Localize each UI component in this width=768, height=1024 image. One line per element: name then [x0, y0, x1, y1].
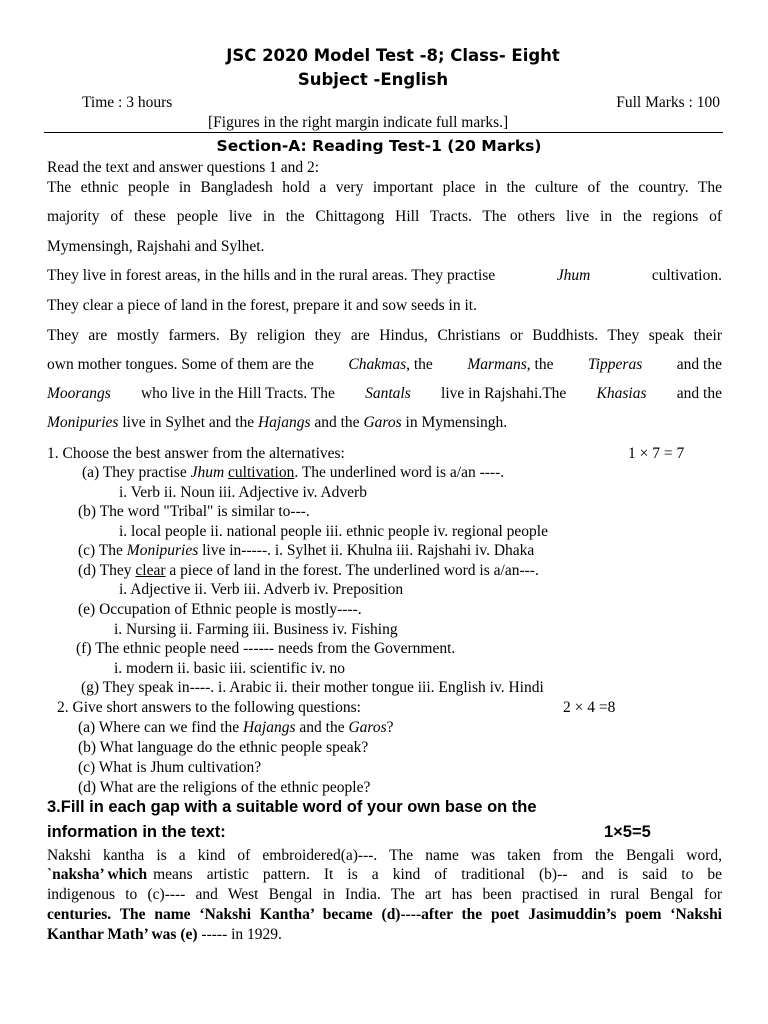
header-divider [44, 132, 723, 133]
passage-p3-line4 [47, 413, 507, 432]
q3-marks: 1×5=5 [604, 823, 651, 841]
q1-stem: 1. Choose the best answer from the alternatives: [47, 445, 345, 462]
passage-p3-line2 [47, 355, 722, 374]
q1d-options: i. Adjective ii. Verb iii. Adverb iv. Preposition [119, 581, 404, 598]
text-run: means artistic pattern. It is a kind of traditional (b)-- and is said to be [153, 866, 722, 883]
text-run-italic: Hajangs [257, 414, 311, 431]
q2d: (d) What are the religions of the ethnic people? [78, 779, 371, 796]
passage-p3-line3 [47, 384, 722, 403]
text-run: own mother tongues. Some of them are the [47, 356, 314, 373]
underlined-word: clear [135, 562, 166, 579]
q3-line5 [47, 925, 282, 944]
q3-line2 [47, 865, 722, 884]
section-a-heading: Section-A: Reading Test-1 (20 Marks) [216, 137, 542, 155]
q1b-stem: (b) The word "Tribal" is similar to---. [78, 503, 310, 520]
passage-p1-line3: Mymensingh, Rajshahi and Sylhet. [47, 238, 265, 255]
text-run: , the [406, 356, 433, 373]
text-run: and the [310, 414, 364, 431]
q1-marks: 1 × 7 = 7 [628, 445, 685, 462]
marks-note: [Figures in the right margin indicate full marks.] [208, 114, 509, 131]
q1f-stem: (f) The ethnic people need ------ needs from the Government. [76, 640, 456, 657]
text-run: live in-----. i. Sylhet ii. Khulna iii. Rajshahi iv. Dhaka [198, 542, 535, 559]
text-run-italic: Tipperas [587, 356, 643, 373]
passage-p2-line2: They clear a piece of land in the forest, prepare it and sow seeds in it. [47, 297, 477, 314]
passage-p1-line1: The ethnic people in Bangladesh hold a very important place in the culture of the country. The [47, 179, 722, 196]
q3-line3: indigenous to (c)---- and West Bengal in India. The art has been practised in rural Bengal for [47, 886, 722, 903]
q1g-stem: (g) They speak in----. i. Arabic ii. their mother tongue iii. English iv. Hindi [81, 679, 544, 696]
text-run: (c) The [78, 542, 127, 559]
text-run: They live in forest areas, in the hills and in the rural areas. They practise [47, 267, 496, 284]
text-run-bold: centuries. The name ‘Nakshi Kantha’ became (d)----after the poet Jasimuddin’s poem ‘Nakshi [47, 906, 722, 923]
q3-heading-line1: 3.Fill in each gap with a suitable word of your own base on the [47, 798, 537, 816]
full-marks-label: Full Marks : 100 [616, 94, 720, 111]
text-run: , the [526, 356, 554, 373]
text-run-bold: Kanthar Math’ was (e) [47, 926, 198, 943]
q2a [78, 718, 394, 737]
q2b: (b) What language do the ethnic people speak? [78, 739, 369, 756]
passage-p2-line1 [47, 266, 722, 285]
text-run-italic: Jhum [556, 267, 591, 284]
q1d-stem [78, 561, 539, 580]
q1e-options: i. Nursing ii. Farming iii. Business iv. Fishing [114, 621, 398, 638]
text-run-bold: `naksha’ which [47, 866, 148, 883]
text-run: in Mymensingh. [401, 414, 508, 431]
time-label: Time : 3 hours [82, 94, 173, 111]
text-run-italic: Hajangs [242, 719, 296, 736]
text-run-italic: Garos [363, 414, 402, 431]
text-run-group [467, 355, 553, 374]
q2c: (c) What is Jhum cultivation? [78, 759, 262, 776]
text-run: live in Sylhet and the [118, 414, 258, 431]
q3-line4 [47, 905, 722, 924]
underlined-word: cultivation [228, 464, 295, 481]
text-run: (a) Where can we find the [78, 719, 243, 736]
text-run-italic: Monipuries [47, 414, 119, 431]
exam-subject: Subject -English [297, 70, 449, 89]
text-run: cultivation. [651, 267, 722, 284]
text-run-italic: Monipuries [126, 542, 199, 559]
exam-title: JSC 2020 Model Test -8; Class- Eight [226, 46, 560, 65]
passage-p1-line2: majority of these people live in the Chittagong Hill Tracts. The others live in the regions of [47, 208, 722, 225]
text-run: ? [386, 719, 394, 736]
text-run: (d) They [78, 562, 136, 579]
q1e-stem: (e) Occupation of Ethnic people is mostly----. [78, 601, 362, 618]
q3-line1: Nakshi kantha is a kind of embroidered(a)---. The name was taken from the Bengali word, [47, 847, 722, 864]
text-run: (a) They practise [82, 464, 191, 481]
text-run: . The underlined word is a/an ----. [294, 464, 505, 481]
text-run-italic: Jhum [190, 464, 225, 481]
text-run: and the [676, 356, 722, 373]
text-run: ----- in 1929. [197, 926, 282, 943]
q1a-options: i. Verb ii. Noun iii. Adjective iv. Adverb [119, 484, 367, 501]
text-run-italic: Marmans [467, 356, 527, 373]
q2-marks: 2 × 4 =8 [563, 699, 616, 716]
q1c-stem [78, 541, 534, 560]
text-run: live in Rajshahi.The [441, 385, 567, 402]
text-run: and the [676, 385, 722, 402]
q1f-options: i. modern ii. basic iii. scientific iv. no [114, 660, 346, 677]
text-run-italic: Santals [365, 385, 411, 402]
q2-stem: 2. Give short answers to the following questions: [57, 699, 361, 716]
text-run-italic: Khasias [596, 385, 647, 402]
q3-heading-line2: information in the text: [47, 823, 226, 841]
text-run: a piece of land in the forest. The underlined word is a/an---. [165, 562, 539, 579]
q1a-stem [82, 463, 504, 482]
text-run-italic: Moorangs [47, 385, 111, 402]
text-run: who live in the Hill Tracts. The [140, 385, 335, 402]
text-run: and the [295, 719, 349, 736]
reading-instruction: Read the text and answer questions 1 and 2: [47, 159, 320, 176]
text-run-italic: Garos [348, 719, 387, 736]
text-run-italic: Chakmas [348, 356, 407, 373]
q1b-options: i. local people ii. national people iii. ethnic people iv. regional people [119, 523, 548, 540]
text-run-group [348, 355, 432, 374]
passage-p3-line1: They are mostly farmers. By religion they are Hindus, Christians or Buddhists. They speak their [47, 327, 722, 344]
